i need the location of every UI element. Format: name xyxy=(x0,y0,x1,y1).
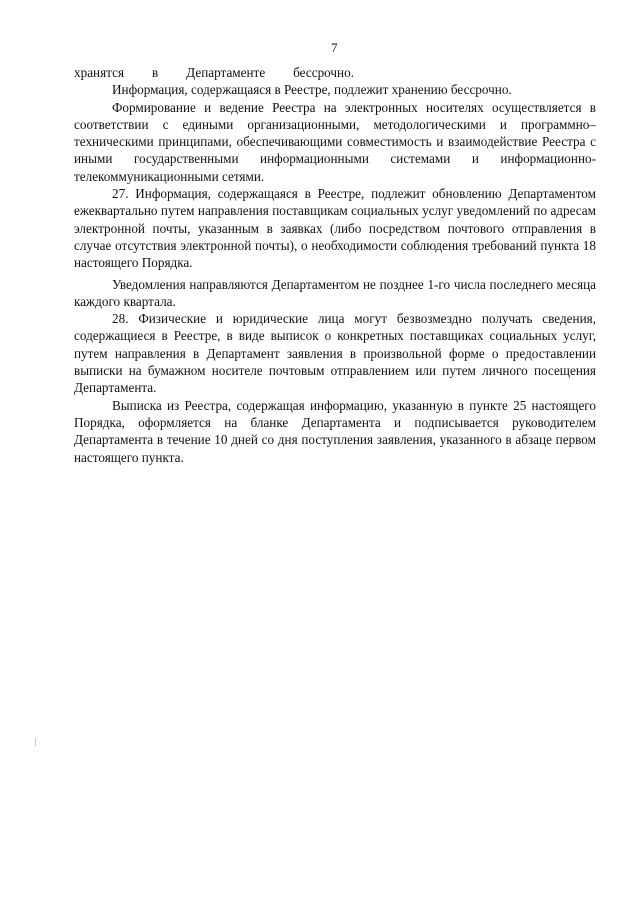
page-number: 7 xyxy=(331,40,338,55)
paragraph-item-28: 28. Физические и юридические лица могут безвозмездно получать сведения, содержащиеся в Реестре, в виде выписок о конкретных поставщиках социальных услуг, путем направления в Департамент заявления в произвольной форме о предоставлении выписки на бумажном носителе почтовым отправлением или путем личного посещения Департамента. xyxy=(74,311,596,396)
paragraph-registry-storage: Информация, содержащаяся в Реестре, подлежит хранению бессрочно. xyxy=(112,82,512,98)
paragraph-storage-term: хранятся в Департаменте бессрочно. xyxy=(74,65,354,80)
scan-artifact xyxy=(35,738,36,746)
document-body xyxy=(74,64,596,466)
paragraph-item-27: 27. Информация, содержащаяся в Реестре, подлежит обновлению Департаментом ежеквартально путем направления поставщикам социальных услуг уведомлений по адресам электронной почты, указанным в заявках (либо посредством почтового отправления в случае отсутствия электронной почты), о необходимости соблюдения требований пункта 18 настоящего Порядка. xyxy=(74,186,596,271)
paragraph-extract: Выписка из Реестра, содержащая информацию, указанную в пункте 25 настоящего Порядка, оформляется на бланке Департамента и подписывается руководителем Департамента в течение 10 дней со дня поступления заявления, указанного в абзаце первом настоящего пункта. xyxy=(74,397,596,465)
paragraph-notifications: Уведомления направляются Департаментом не позднее 1-го числа последнего месяца каждого квартала. xyxy=(74,276,596,309)
paragraph-electronic-media: Формирование и ведение Реестра на электронных носителях осуществляется в соответствии с едиными организационными, методологическими и программно–техническими принципами, обеспечивающими совместимость и взаимодействие Реестра с иными государственными информационными системами и информационно-телекоммуникационными сетями. xyxy=(74,99,596,184)
